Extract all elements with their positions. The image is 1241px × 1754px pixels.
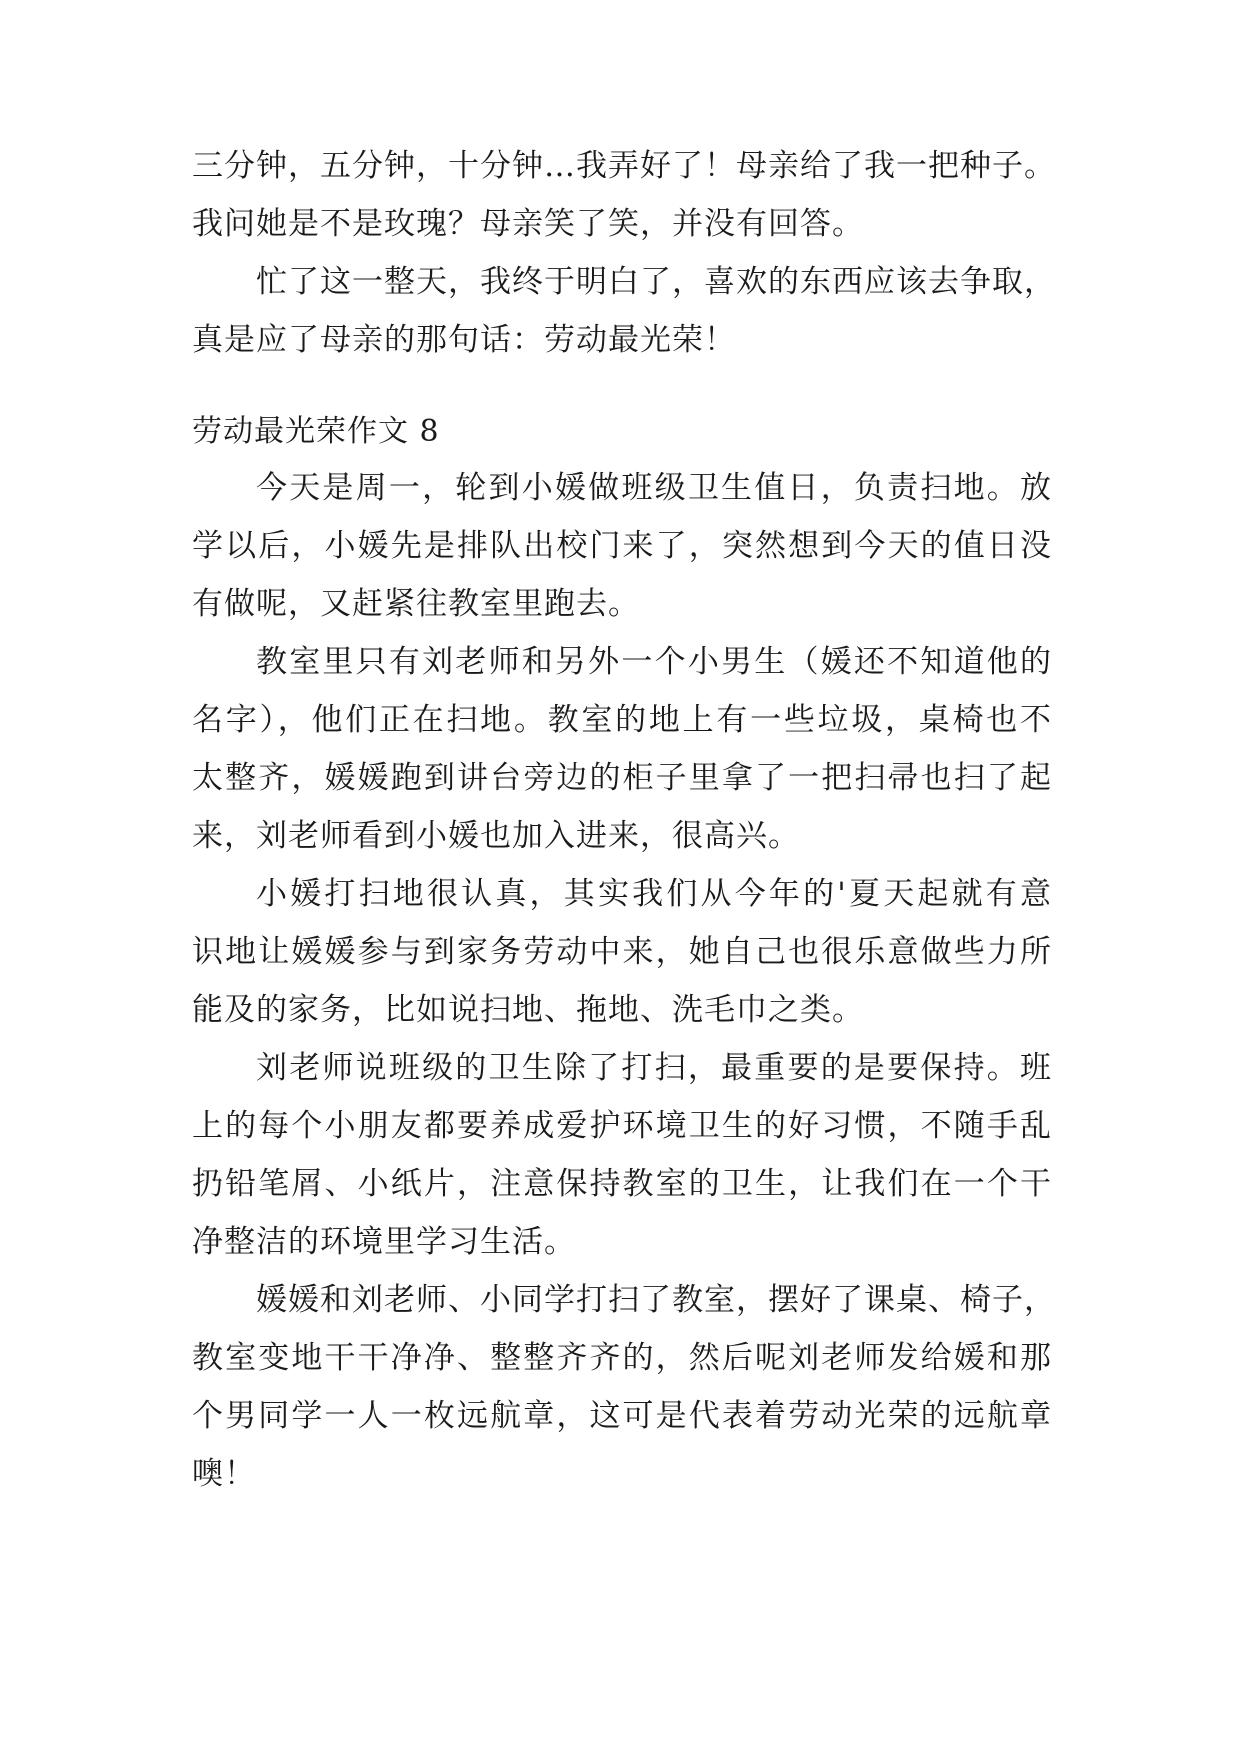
paragraph xyxy=(192,865,1052,1039)
main-text-block xyxy=(192,459,1056,1503)
text-line: 太整齐，媛媛跑到讲台旁边的柜子里拿了一把扫帚也扫了起 xyxy=(192,760,1052,796)
paragraph xyxy=(192,633,1052,865)
text-line: 我问她是不是玫瑰？母亲笑了笑，并没有回答。 xyxy=(192,206,864,242)
text-line: 教室变地干干净净、整整齐齐的，然后呢刘老师发给媛和那 xyxy=(192,1340,1052,1376)
text-line: 媛媛和刘老师、小同学打扫了教室，摆好了课桌、椅子， xyxy=(256,1282,1056,1318)
text-line: 刘老师说班级的卫生除了打扫，最重要的是要保持。班 xyxy=(256,1050,1052,1086)
text-line: 名字），他们正在扫地。教室的地上有一些垃圾，桌椅也不 xyxy=(192,702,1052,738)
text-line: 净整洁的环境里学习生活。 xyxy=(192,1224,576,1260)
text-line: 学以后，小媛先是排队出校门来了，突然想到今天的值日没 xyxy=(192,528,1052,564)
text-line: 个男同学一人一枚远航章，这可是代表着劳动光荣的远航章 xyxy=(192,1398,1052,1434)
paragraph xyxy=(192,1271,1056,1503)
text-line: 上的每个小朋友都要养成爱护环境卫生的好习惯，不随手乱 xyxy=(192,1108,1052,1144)
text-line: 小媛打扫地很认真，其实我们从今年的'夏天起就有意 xyxy=(256,876,1052,912)
text-line: 三分钟，五分钟，十分钟…我弄好了！母亲给了我一把种子。 xyxy=(192,148,1056,184)
paragraph xyxy=(192,137,1056,253)
top-text-block xyxy=(192,137,1056,369)
paragraph xyxy=(192,253,1056,369)
text-line: 教室里只有刘老师和另外一个小男生（媛还不知道他的 xyxy=(256,644,1052,680)
text-line: 能及的家务，比如说扫地、拖地、洗毛巾之类。 xyxy=(192,992,864,1028)
paragraph xyxy=(192,459,1052,633)
text-line: 扔铅笔屑、小纸片，注意保持教室的卫生，让我们在一个干 xyxy=(192,1166,1052,1202)
text-line: 来，刘老师看到小媛也加入进来，很高兴。 xyxy=(192,818,800,854)
text-line: 噢！ xyxy=(192,1456,256,1492)
text-line: 今天是周一，轮到小媛做班级卫生值日，负责扫地。放 xyxy=(256,470,1052,506)
text-line: 识地让媛媛参与到家务劳动中来，她自己也很乐意做些力所 xyxy=(192,934,1052,970)
text-line: 有做呢，又赶紧往教室里跑去。 xyxy=(192,586,640,622)
text-line: 忙了这一整天，我终于明白了，喜欢的东西应该去争取， xyxy=(256,264,1056,300)
text-line: 真是应了母亲的那句话：劳动最光荣！ xyxy=(192,322,736,358)
paragraph xyxy=(192,1039,1052,1271)
essay-title: 劳动最光荣作文 8 xyxy=(192,414,440,449)
